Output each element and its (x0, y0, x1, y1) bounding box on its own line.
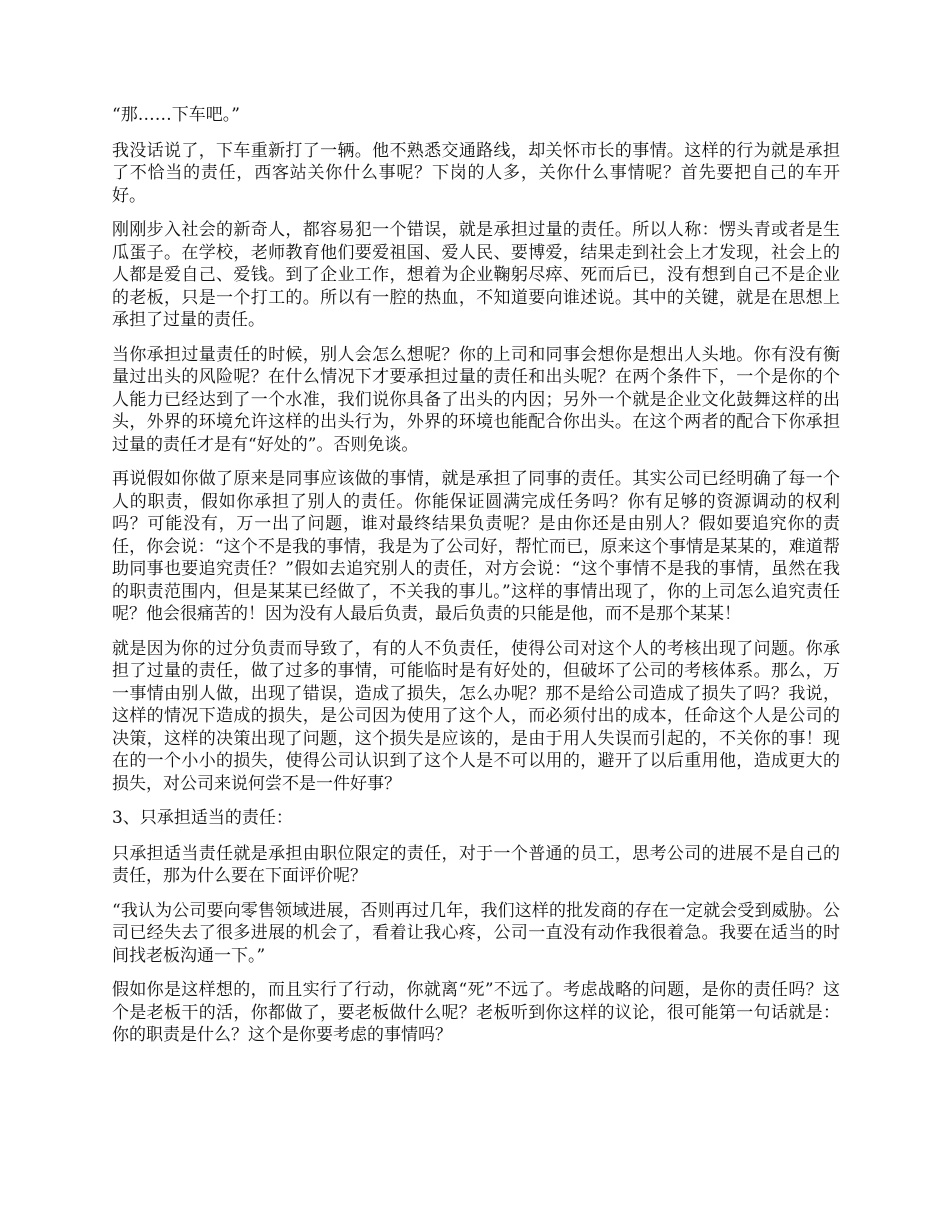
paragraph-excess-responsibility: 当你承担过量责任的时候，别人会怎么想呢？你的上司和同事会想你是想出人头地。你有没有衡量过出头的风险呢？在什么情况下才要承担过量的责任和出头呢？在两个条件下，一个是你的个人能力已经达到了一个水准，我们说你具备了出头的内因；另外一个就是企业文化鼓舞这样的出头，外界的环境允许这样的出头行为，外界的环境也能配合你出头。在这个两者的配合下你承担过量的责任才是有“好处的”。否则免谈。 (112, 344, 840, 455)
paragraph-appraisal-system: 就是因为你的过分负责而导致了，有的人不负责任，使得公司对这个人的考核出现了问题。你承担了过量的责任，做了过多的事情，可能临时是有好处的，但破坏了公司的考核体系。那么，万一事情由别人做，出现了错误，造成了损失，怎么办呢？那不是给公司造成了损失了吗？我说，这样的情况下造成的损失，是公司因为使用了这个人，而必须付出的成本，任命这个人是公司的决策，这样的决策出现了问题，这个损失是应该的，是由于用人失误而引起的，不关你的事！现在的一个小小的损失，使得公司认识到了这个人是不可以用的，避开了以后重用他，造成更大的损失，对公司来说何尝不是一件好事？ (112, 638, 840, 794)
paragraph-position-limited: 只承担适当责任就是承担由职位限定的责任，对于一个普通的员工，思考公司的进展不是自己的责任，那为什么要在下面评价呢？ (112, 843, 840, 886)
paragraph-taxi-driver: 我没话说了，下车重新打了一辆。他不熟悉交通路线，却关怀市长的事情。这样的行为就是承担了不恰当的责任，西客站关你什么事呢？下岗的人多，关你什么事情呢？首先要把自己的车开好。 (112, 140, 840, 206)
document-body (112, 104, 840, 1059)
section-heading-appropriate-responsibility: 3、只承担适当的责任： (112, 808, 293, 828)
paragraph-retail-quote: “我认为公司要向零售领域进展，否则再过几年，我们这样的批发商的存在一定就会受到威胁。公司已经失去了很多进展的机会了，看着让我心疼，公司一直没有动作我很着急。我要在适当的时间找老板沟通一下。” (112, 900, 840, 966)
paragraph-newcomers: 刚刚步入社会的新奇人，都容易犯一个错误，就是承担过量的责任。所以人称：愣头青或者是生瓜蛋子。在学校，老师教育他们要爱祖国、爱人民、要博爱，结果走到社会上才发现，社会上的人都是爱自己、爱钱。到了企业工作，想着为企业鞠躬尽瘁、死而后已，没有想到自己不是企业的老板，只是一个打工的。所以有一腔的热血，不知道要向谁述说。其中的关键，就是在思想上承担了过量的责任。 (112, 220, 840, 330)
paragraph-colleague-duty: 再说假如你做了原来是同事应该做的事情，就是承担了同事的责任。其实公司已经明确了每一个人的职责，假如你承担了别人的责任。你能保证圆满完成任务吗？你有足够的资源调动的权利吗？可能没有，万一出了问题，谁对最终结果负责呢？是由你还是由别人？假如要追究你的责任，你会说：“这个不是我的事情，我是为了公司好，帮忙而已，原来这个事情是某某的，难道帮助同事也要追究责任？”假如去追究别人的责任，对方会说：“这个事情不是我的事情，虽然在我的职责范围内，但是某某已经做了，不关我的事儿。”这样的事情出现了，你的上司怎么追究责任呢？他会很痛苦的！因为没有人最后负责，最后负责的只能是他，而不是那个某某！ (112, 469, 840, 624)
paragraph-dialogue-get-off: “那……下车吧。” (112, 105, 240, 125)
paragraph-strategy-boss: 假如你是这样想的，而且实行了行动，你就离“死”不远了。考虑战略的问题，是你的责任吗？这个是老板干的活，你都做了，要老板做什么呢？老板听到你这样的议论，很可能第一句话就是：你的职责是什么？这个是你要考虑的事情吗？ (112, 980, 840, 1045)
